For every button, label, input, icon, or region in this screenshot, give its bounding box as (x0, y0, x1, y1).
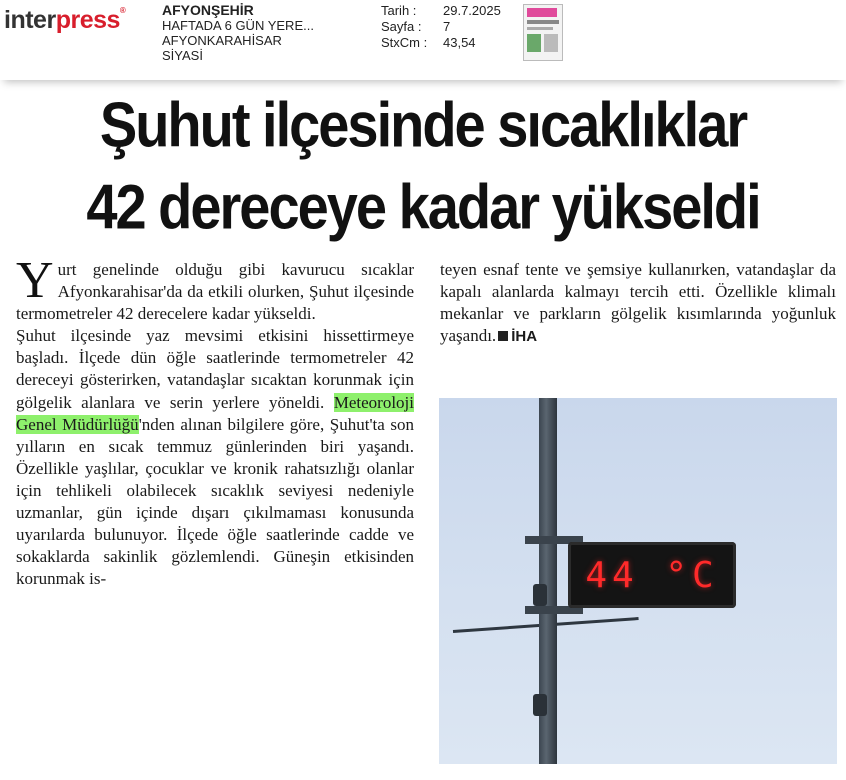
meta-date: Tarih : 29.7.2025 (381, 3, 501, 18)
headline-line-1: Şuhut ilçesinde sıcaklıklar (99, 89, 747, 161)
article-headline (10, 84, 836, 248)
logo-text-main: inter (4, 6, 56, 34)
article-column-left (16, 252, 415, 590)
publication-name: AFYONŞEHİR (162, 2, 254, 18)
publication-frequency: HAFTADA 6 GÜN YERE... (162, 18, 314, 33)
meta-page: Sayfa : 7 (381, 19, 451, 34)
clipping-header (0, 0, 846, 80)
headline-line-2: 42 dereceye kadar yükseldi (86, 171, 760, 242)
source-square-icon (498, 331, 508, 341)
meta-size: StxCm : 43,54 (381, 35, 476, 50)
publication-info (162, 3, 314, 63)
article-photo (439, 398, 837, 764)
news-source: İHA (511, 328, 538, 346)
temperature-reading: 44 °C (585, 554, 719, 596)
temperature-display-sign (568, 542, 736, 608)
publication-region: AFYONKARAHİSAR (162, 33, 282, 48)
pole-clamp (533, 584, 547, 606)
paragraph-body-start: Şuhut ilçesinde yaz mevsimi etkisini hissettirmeye başladı. İlçede dün öğle saatlerinde termometreler 42 dereceyi gösterirken, vatandaşlar sıcaktan korunmak için gölgelik alanlara ve serin yerlere yöneldi. (16, 326, 414, 412)
pole-clamp (533, 694, 547, 716)
paragraph-continuation: teyen esnaf tente ve şemsiye kullanırken, vatandaşlar da kapalı alanlarda kalmayı tercih etti. Özellikle klimalı mekanlar ve parkların gölgelik kısımlarında yoğunluk yaşandı. (440, 260, 836, 346)
logo-text-accent: press (55, 6, 120, 34)
interpress-logo (4, 6, 125, 35)
highlighted-term: Meteoroloji Genel Müdürlüğü (16, 392, 414, 434)
paragraph-intro: urt genelinde olduğu gibi kavurucu sıcaklar Afyonkarahisar'da da etkili olurken, Şuhut ilçesinde termometreler 42 derecelere kadar yükseldi. (16, 260, 414, 324)
clipping-meta (381, 3, 501, 51)
paragraph-body-end: 'nden alınan bilgilere göre, Şuhut'ta son yılların en sıcak temmuz günlerinden biri yaşandı. Özellikle yaşlılar, çocuklar ve kronik rahatsızlığı olanlar için tehlikeli olabilecek sıcaklık seviyesi nedeniyle uzmanlar, gün içinde dışarı çıkılmaması konusunda uyarılarda bulunuyor. İlçede öğle saatlerinde cadde ve sokaklarda sakinlik gözlemlendi. Güneşin etkisinden korunmak is- (16, 414, 415, 589)
drop-cap: Y (16, 252, 54, 309)
page-thumbnail[interactable] (523, 4, 563, 61)
article-column-right (440, 259, 836, 348)
publication-category: SİYASİ (162, 48, 203, 63)
registered-mark: ® (119, 6, 126, 15)
